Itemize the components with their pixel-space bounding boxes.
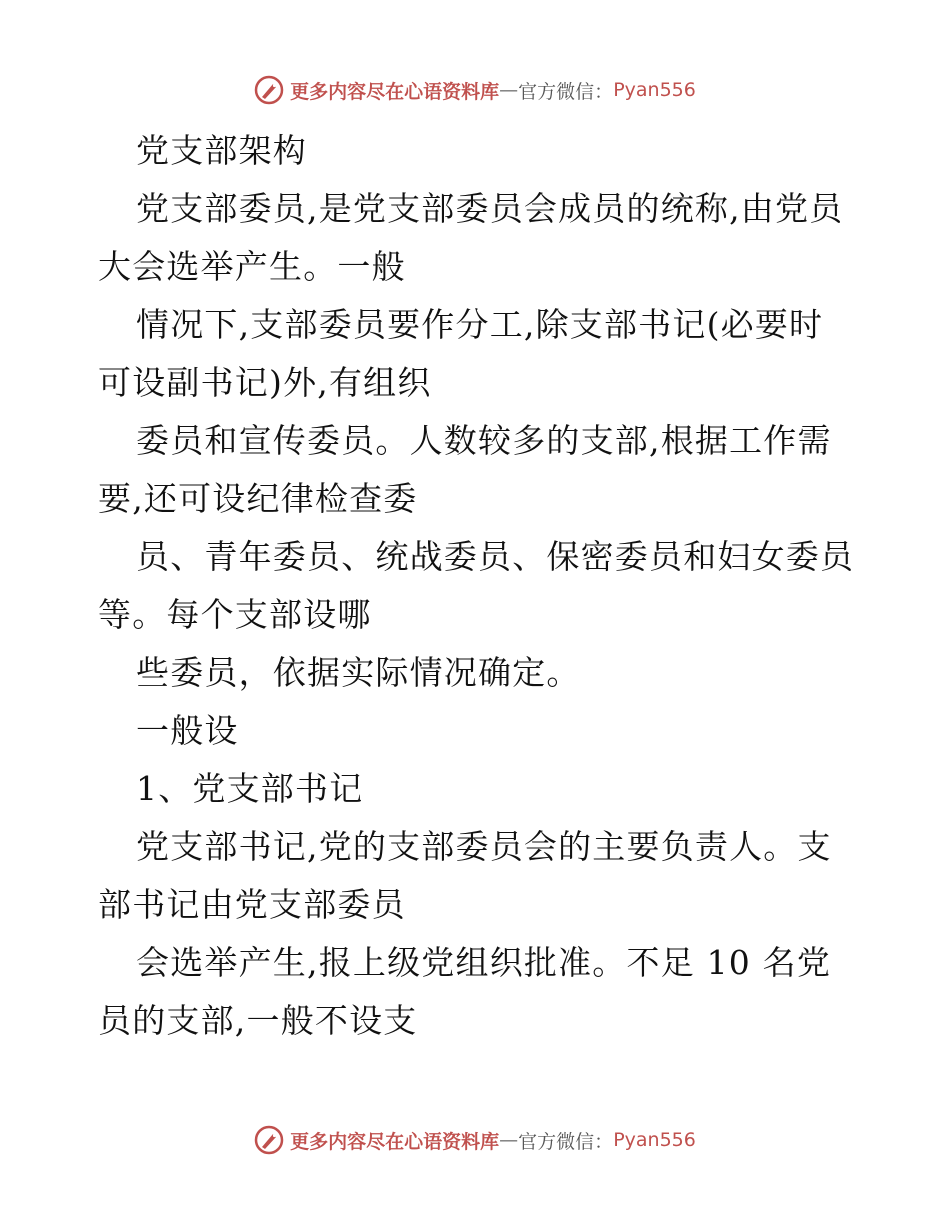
text-line: 等。每个支部设哪 [98, 595, 372, 634]
header-watermark [0, 70, 950, 110]
watermark-wechat-id: Pyan556 [613, 1129, 696, 1151]
text-line: 党支部委员,是党支部委员会成员的统称,由党员 [136, 189, 844, 228]
text-line: 一般设 [136, 711, 239, 750]
text-line: 部书记由党支部委员 [98, 885, 406, 924]
watermark-wechat-label: 官方微信： [518, 80, 614, 103]
pen-nib-logo-icon [254, 75, 284, 105]
document-body [98, 122, 858, 1050]
pen-nib-logo-icon [254, 1125, 284, 1155]
text-line: 大会选举产生。一般 [98, 247, 406, 286]
watermark-wechat-id: Pyan556 [613, 79, 696, 101]
watermark-dash: — [499, 1129, 519, 1151]
watermark-dash: — [499, 79, 519, 101]
footer-watermark [0, 1120, 950, 1160]
document-title: 党支部架构 [136, 131, 307, 170]
watermark-wechat-label: 官方微信： [518, 1130, 614, 1153]
text-line: 员、青年委员、统战委员、保密委员和妇女委员 [136, 537, 855, 576]
text-line: 要,还可设纪律检查委 [98, 479, 418, 518]
section-heading: 1、党支部书记 [136, 769, 364, 808]
text-line: 情况下,支部委员要作分工,除支部书记(必要时 [136, 305, 824, 344]
text-line: 员的支部,一般不设支 [98, 1001, 418, 1040]
text-line: 委员和宣传委员。人数较多的支部,根据工作需 [136, 421, 832, 460]
watermark-main-text: 更多内容尽在心语资料库 [290, 80, 500, 103]
text-line: 党支部书记,党的支部委员会的主要负责人。支 [136, 827, 832, 866]
watermark-main-text: 更多内容尽在心语资料库 [290, 1130, 500, 1153]
text-line: 些委员，依据实际情况确定。 [136, 653, 581, 692]
text-line: 可设副书记)外,有组织 [98, 363, 432, 402]
text-line: 会选举产生,报上级党组织批准。不足 10 名党 [136, 943, 832, 982]
